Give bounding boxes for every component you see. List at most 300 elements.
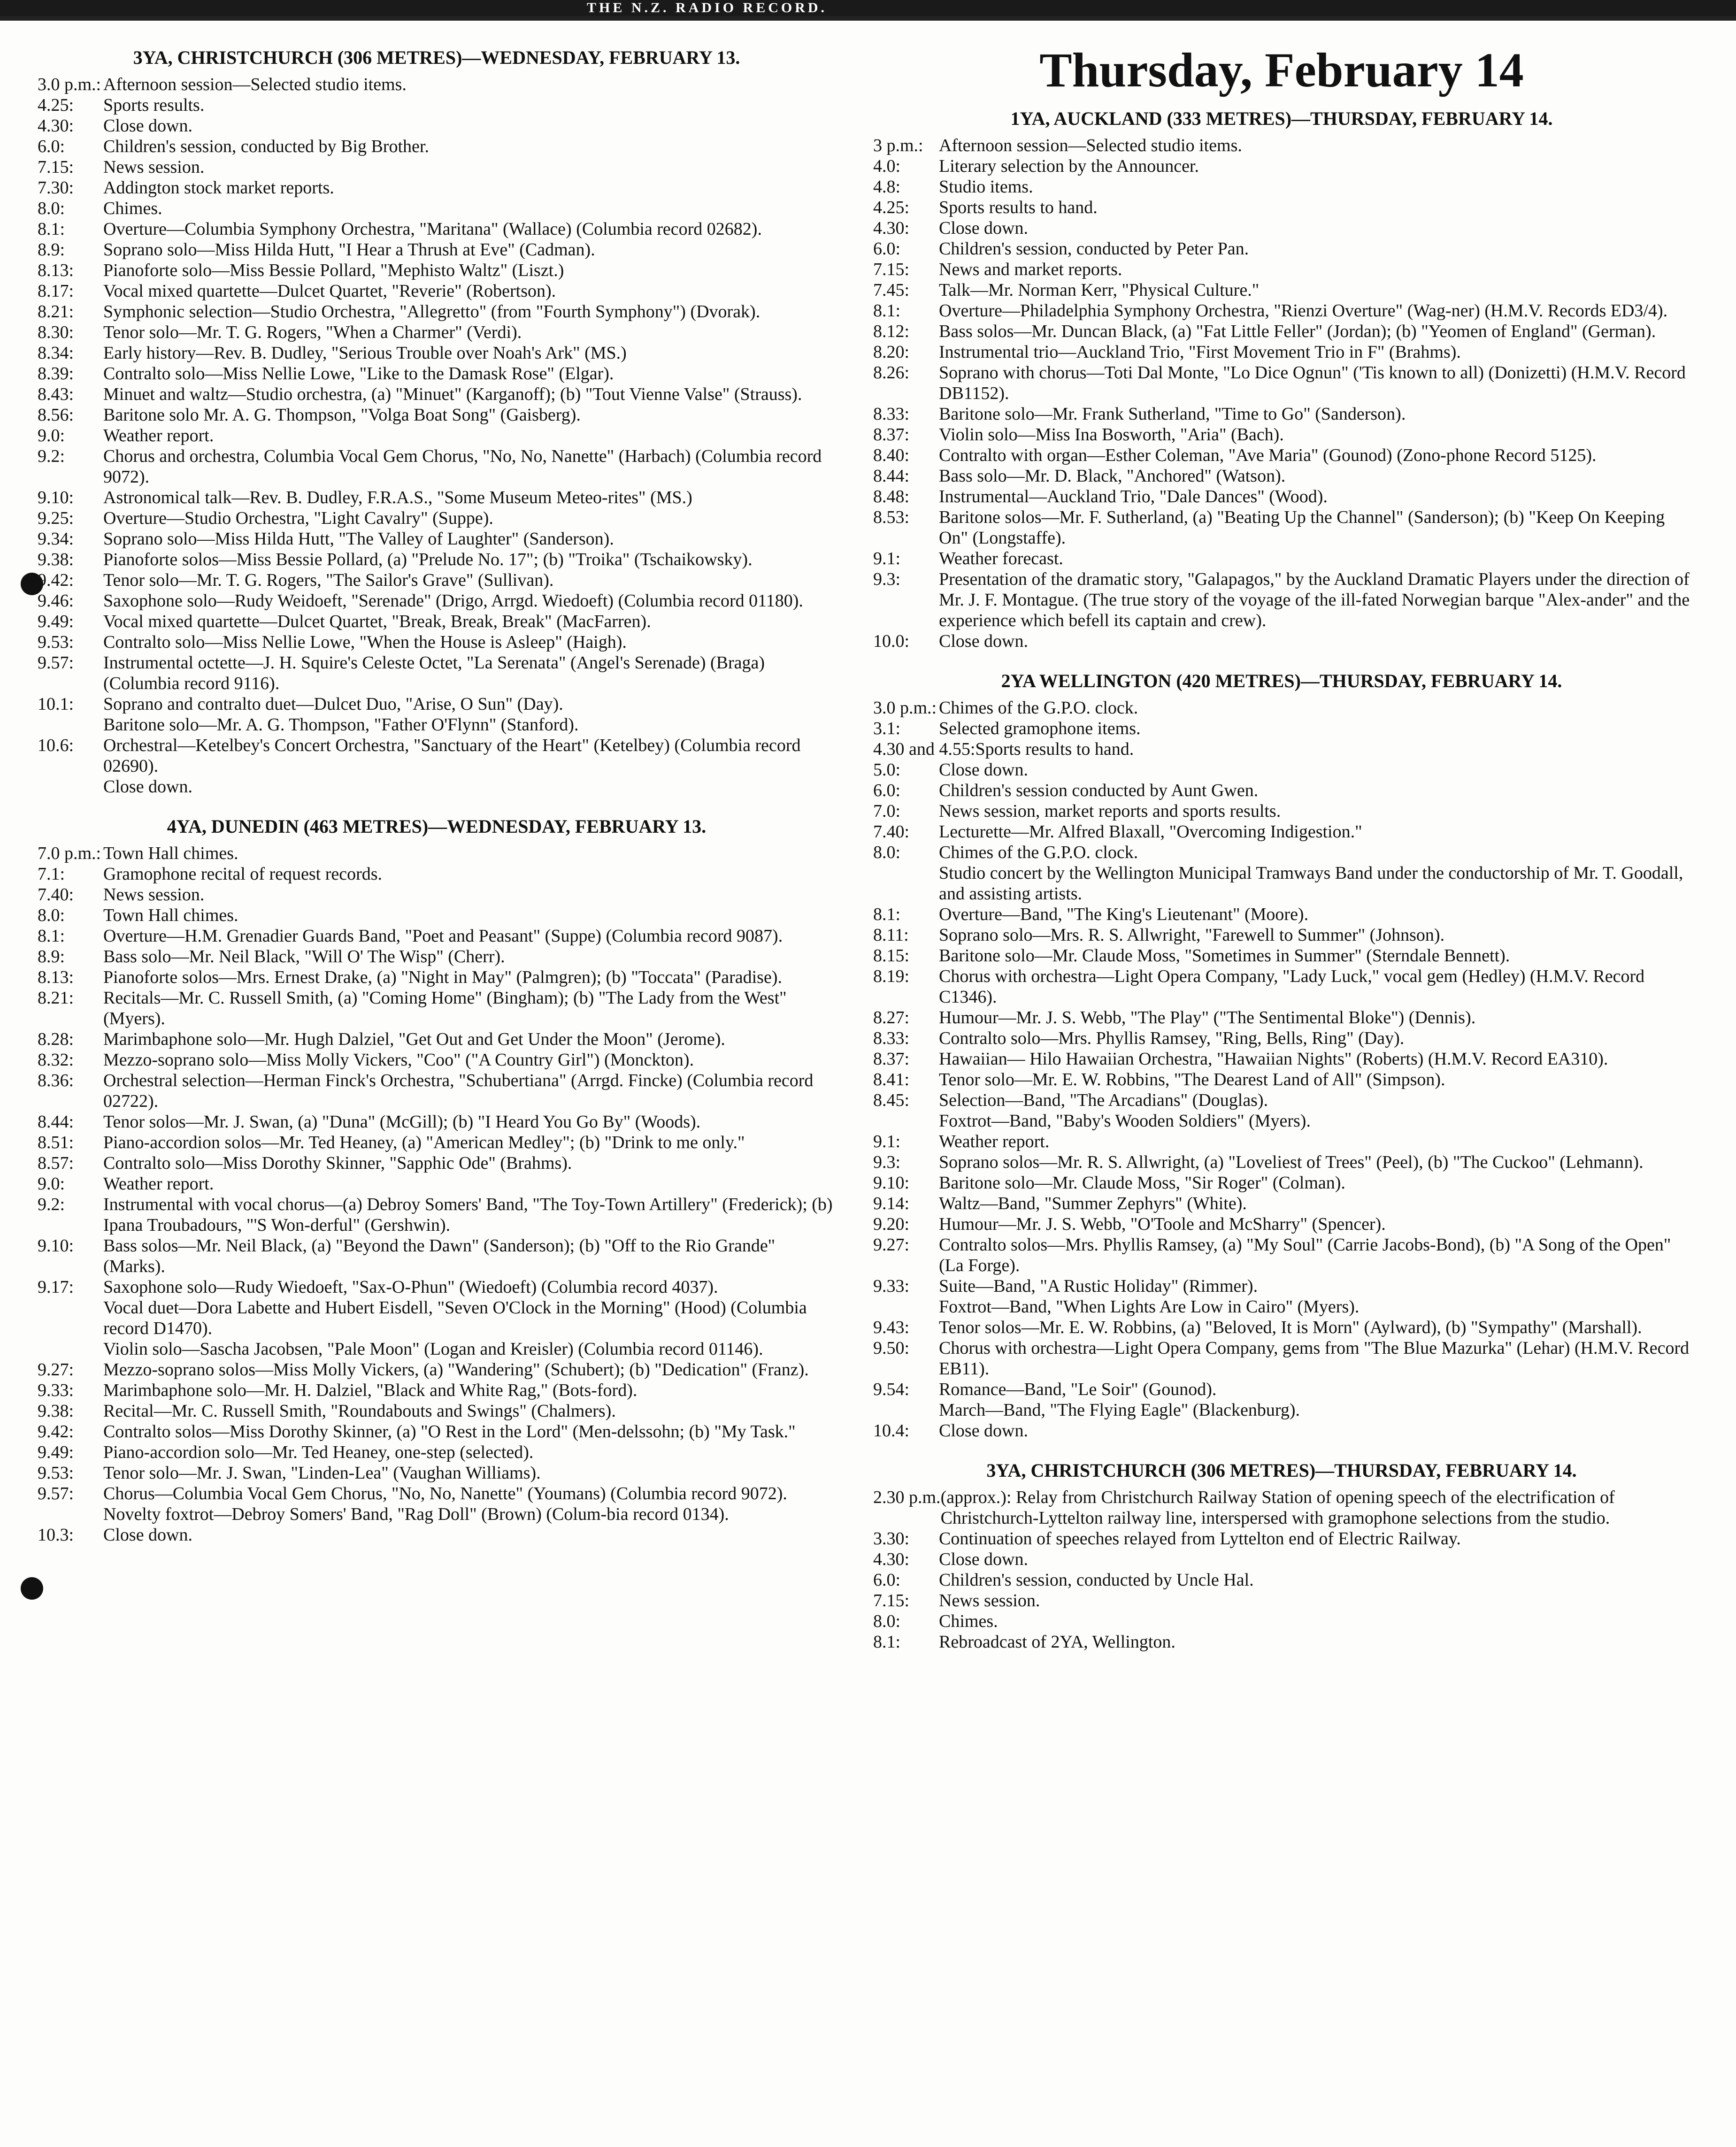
program-item <box>873 1420 1690 1441</box>
program-item <box>873 863 1690 904</box>
program-item <box>38 1401 836 1421</box>
program-item <box>38 590 836 611</box>
program-time: 4.30 and 4.55: <box>873 739 976 759</box>
program-text: Contralto solos—Miss Dorothy Skinner, (a) "O Rest in the Lord" (Men-delssohn; (b) "My Task." <box>103 1422 796 1442</box>
program-item <box>873 1400 1690 1420</box>
program-item <box>873 1487 1690 1528</box>
program-text: Children's session, conducted by Peter Pan. <box>939 239 1249 259</box>
program-text: Weather report. <box>103 1174 214 1194</box>
program-time: 8.1: <box>873 1632 901 1652</box>
masthead-rule <box>0 16 1736 21</box>
program-item <box>38 405 836 425</box>
program-time: 10.3: <box>38 1525 74 1545</box>
program-item <box>873 1549 1690 1570</box>
program-text: Marimbaphone solo—Mr. H. Dalziel, "Black and White Rag," (Bots-ford). <box>103 1380 638 1400</box>
program-time: 8.51: <box>38 1133 74 1152</box>
program-time: 8.53: <box>873 507 910 527</box>
program-text: Vocal mixed quartette—Dulcet Quartet, "Break, Break, Break" (MacFarren). <box>103 612 651 631</box>
program-text: Marimbaphone solo—Mr. Hugh Dalziel, "Get Out and Get Under the Moon" (Jerome). <box>103 1029 725 1049</box>
program-time: 4.25: <box>38 95 74 115</box>
program-text: Town Hall chimes. <box>103 905 238 925</box>
program-time: 7.40: <box>873 822 910 842</box>
program-text: Saxophone solo—Rudy Weidoeft, "Serenade" (Drigo, Arrgd. Wiedoeft) (Columbia record 01180). <box>103 591 803 611</box>
program-item <box>38 1463 836 1483</box>
program-time: 8.1: <box>873 905 901 924</box>
program-text: Afternoon session—Selected studio items. <box>939 136 1242 155</box>
program-item <box>38 1525 836 1545</box>
program-item <box>38 239 836 260</box>
program-item <box>38 1277 836 1297</box>
program-text: Continuation of speeches relayed from Lyttelton end of Electric Railway. <box>939 1529 1461 1549</box>
program-item <box>38 322 836 343</box>
program-item <box>38 570 836 590</box>
program-time: 8.13: <box>38 261 74 280</box>
program-time: 6.0: <box>38 137 65 156</box>
program-item <box>38 776 836 797</box>
program-time: 8.41: <box>873 1070 910 1089</box>
program-time: 8.1: <box>38 219 65 239</box>
program-text: Overture—Studio Orchestra, "Light Cavalry" (Suppe). <box>103 508 493 528</box>
program-time: 8.0: <box>38 199 65 218</box>
program-list <box>38 74 836 797</box>
program-time: 8.0: <box>38 905 65 925</box>
program-text: Sports results to hand. <box>939 198 1098 217</box>
program-time: 9.27: <box>873 1235 910 1255</box>
program-time: 9.14: <box>873 1194 910 1213</box>
program-item <box>873 1173 1690 1193</box>
program-item <box>873 1007 1690 1028</box>
program-time: 7.0: <box>873 801 901 821</box>
program-time: 10.4: <box>873 1421 910 1441</box>
program-time: 9.49: <box>38 1442 74 1462</box>
program-time: 10.1: <box>38 694 74 714</box>
program-time: 9.0: <box>38 426 65 445</box>
masthead-title: THE N.Z. RADIO RECORD. <box>587 0 828 15</box>
program-time: 9.42: <box>38 570 74 590</box>
right-column <box>873 38 1690 1652</box>
program-time <box>38 1504 103 1525</box>
program-text: Lecturette—Mr. Alfred Blaxall, "Overcoming Indigestion." <box>939 822 1362 842</box>
program-text: Foxtrot—Band, "When Lights Are Low in Cairo" (Myers). <box>939 1297 1360 1317</box>
program-item <box>38 905 836 926</box>
program-time: 5.0: <box>873 760 901 780</box>
program-time: 2.30 p.m. <box>873 1488 941 1507</box>
program-time: 7.30: <box>38 178 74 198</box>
program-text: Close down. <box>103 777 192 797</box>
program-item <box>873 445 1690 466</box>
program-time: 3.0 p.m.: <box>38 75 101 94</box>
program-text: Suite—Band, "A Rustic Holiday" (Rimmer). <box>939 1276 1258 1296</box>
program-item <box>873 1611 1690 1632</box>
program-text: Close down. <box>939 1549 1028 1569</box>
program-item <box>873 1276 1690 1296</box>
program-time: 8.9: <box>38 240 65 260</box>
program-item <box>38 301 836 322</box>
program-time: 8.56: <box>38 405 74 425</box>
program-time: 8.0: <box>873 843 901 862</box>
program-item <box>873 821 1690 842</box>
program-item <box>873 259 1690 280</box>
program-item <box>873 1317 1690 1338</box>
program-time: 8.17: <box>38 281 74 301</box>
program-item <box>38 446 836 487</box>
program-text: Waltz—Band, "Summer Zephyrs" (White). <box>939 1194 1247 1213</box>
program-time: 8.21: <box>38 988 74 1008</box>
program-text: Weather report. <box>939 1132 1050 1151</box>
day-title: Thursday, February 14 <box>1039 43 1524 97</box>
program-time: 8.21: <box>38 302 74 322</box>
program-item <box>873 548 1690 569</box>
program-time: 8.39: <box>38 364 74 383</box>
program-time: 8.12: <box>873 322 910 341</box>
program-item <box>873 1028 1690 1049</box>
program-time: 8.33: <box>873 1028 910 1048</box>
program-text: Weather report. <box>103 426 214 445</box>
program-text: Humour—Mr. J. S. Webb, "O'Toole and McSharry" (Spencer). <box>939 1214 1386 1234</box>
program-item <box>873 1379 1690 1400</box>
program-text: Pianoforte solo—Miss Bessie Pollard, "Mephisto Waltz" (Liszt.) <box>103 261 564 280</box>
program-item <box>38 177 836 198</box>
program-item <box>873 1111 1690 1131</box>
program-time: 8.43: <box>38 384 74 404</box>
program-text: Studio concert by the Wellington Municipal Tramways Band under the conductorship of Mr. T. Goodall, and assisting artists. <box>939 863 1683 904</box>
program-text: Children's session, conducted by Big Brother. <box>103 137 429 156</box>
program-text: Pianoforte solos—Mrs. Ernest Drake, (a) "Night in May" (Palmgren); (b) "Toccata" (Paradise). <box>103 967 782 987</box>
program-time: 7.15: <box>873 260 910 279</box>
program-text: Bass solo—Mr. D. Black, "Anchored" (Watson). <box>939 466 1286 486</box>
program-text: Saxophone solo—Rudy Wiedoeft, "Sax-O-Phun" (Wiedoeft) (Columbia record 4037). <box>103 1277 718 1297</box>
program-item <box>873 321 1690 342</box>
program-text: Chorus with orchestra—Light Opera Company, "Lady Luck," vocal gem (Hedley) (H.M.V. Record C1346). <box>939 966 1645 1007</box>
program-item <box>873 404 1690 424</box>
program-time <box>873 1400 939 1420</box>
program-item <box>38 1442 836 1463</box>
program-time: 8.26: <box>873 363 910 383</box>
program-text: Instrumental—Auckland Trio, "Dale Dances" (Wood). <box>939 487 1328 506</box>
program-time: 8.13: <box>38 967 74 987</box>
program-time: 9.54: <box>873 1380 910 1399</box>
program-item <box>38 1339 836 1359</box>
program-time: 9.57: <box>38 653 74 673</box>
program-text: (approx.): Relay from Christchurch Railway Station of opening speech of the electrification of Christchurch-Lyttelton railway line, interspersed with gramophone selections from the studio. <box>940 1488 1615 1528</box>
program-text: Baritone solos—Mr. F. Sutherland, (a) "Beating Up the Channel" (Sanderson); (b) "Keep On Keeping On" (Longstaffe). <box>939 507 1665 548</box>
program-time: 9.17: <box>38 1277 74 1297</box>
program-time: 8.48: <box>873 487 910 506</box>
program-item <box>38 136 836 157</box>
program-time: 9.46: <box>38 591 74 611</box>
program-item <box>38 735 836 776</box>
program-text: Recitals—Mr. C. Russell Smith, (a) "Coming Home" (Bingham); (b) "The Lady from the West" (Myers). <box>103 988 787 1028</box>
program-item <box>873 1632 1690 1652</box>
program-time: 8.57: <box>38 1153 74 1173</box>
program-text: Romance—Band, "Le Soir" (Gounod). <box>939 1380 1217 1399</box>
program-item <box>38 260 836 281</box>
program-text: Chorus with orchestra—Light Opera Company, gems from "The Blue Mazurka" (Lehar) (H.M.V. Record EB11). <box>939 1338 1690 1379</box>
program-time: 8.30: <box>38 322 74 342</box>
program-time: 8.34: <box>38 343 74 363</box>
program-item <box>38 508 836 529</box>
program-time: 9.43: <box>873 1318 910 1337</box>
program-text: Pianoforte solos—Miss Bessie Pollard, (a) "Prelude No. 17"; (b) "Troika" (Tschaikowsky). <box>103 550 753 569</box>
program-text: Tenor solo—Mr. T. G. Rogers, "When a Charmer" (Verdi). <box>103 322 522 342</box>
program-time: 4.30: <box>873 1549 910 1569</box>
program-text: Foxtrot—Band, "Baby's Wooden Soldiers" (Myers). <box>939 1111 1311 1131</box>
program-text: Chimes. <box>103 199 162 218</box>
program-text: Contralto with organ—Esther Coleman, "Ave Maria" (Gounod) (Zono-phone Record 5125). <box>939 445 1597 465</box>
program-text: Orchestral—Ketelbey's Concert Orchestra, "Sanctuary of the Heart" (Ketelbey) (Columbia record 02690). <box>103 736 801 776</box>
program-time: 9.3: <box>873 569 901 589</box>
program-text: Talk—Mr. Norman Kerr, "Physical Culture." <box>939 280 1260 300</box>
program-item <box>873 945 1690 966</box>
program-item <box>38 115 836 136</box>
program-time: 10.6: <box>38 736 74 755</box>
program-time: 4.8: <box>873 177 901 197</box>
program-time: 7.0 p.m.: <box>38 843 101 863</box>
program-item <box>873 631 1690 652</box>
program-text: Sports results. <box>103 95 205 115</box>
program-item <box>38 95 836 115</box>
program-item <box>873 280 1690 300</box>
program-text: Tenor solos—Mr. E. W. Robbins, (a) "Beloved, It is Morn" (Aylward), (b) "Sympathy" (Marshall). <box>939 1318 1642 1337</box>
program-item <box>873 759 1690 780</box>
program-text: Baritone solo—Mr. Claude Moss, "Sometimes in Summer" (Sterndale Bennett). <box>939 946 1510 966</box>
program-item <box>873 238 1690 259</box>
program-time: 8.9: <box>38 947 65 966</box>
program-time: 8.33: <box>873 404 910 424</box>
program-time: 4.30: <box>873 218 910 238</box>
program-time: 9.2: <box>38 1195 65 1214</box>
program-list <box>873 698 1690 1441</box>
section-heading: 2YA WELLINGTON (420 METRES)—THURSDAY, FEBRUARY 14. <box>1001 670 1562 691</box>
program-text: Close down. <box>939 760 1028 780</box>
program-text: Studio items. <box>939 177 1033 197</box>
program-time: 9.33: <box>873 1276 910 1296</box>
program-time: 9.10: <box>873 1173 910 1193</box>
program-item <box>873 966 1690 1007</box>
program-text: Children's session conducted by Aunt Gwen. <box>939 781 1259 800</box>
program-text: Minuet and waltz—Studio orchestra, (a) "Minuet" (Karganoff); (b) "Tout Vienne Valse" (Strauss). <box>103 384 802 404</box>
program-item <box>38 487 836 508</box>
program-text: Gramophone recital of request records. <box>103 864 383 884</box>
program-item <box>873 218 1690 238</box>
program-time: 9.3: <box>873 1152 901 1172</box>
program-text: Overture—Columbia Symphony Orchestra, "Maritana" (Wallace) (Columbia record 02682). <box>103 219 762 239</box>
program-item <box>873 135 1690 156</box>
program-item <box>38 1235 836 1277</box>
program-text: Soprano and contralto duet—Dulcet Duo, "Arise, O Sun" (Day). <box>103 694 563 714</box>
program-time: 8.37: <box>873 1049 910 1069</box>
program-text: Contralto solo—Miss Dorothy Skinner, "Sapphic Ode" (Brahms). <box>103 1153 572 1173</box>
program-time: 9.50: <box>873 1338 910 1358</box>
program-time: 8.15: <box>873 946 910 966</box>
program-item <box>873 507 1690 548</box>
program-text: Recital—Mr. C. Russell Smith, "Roundabouts and Swings" (Chalmers). <box>103 1401 616 1421</box>
program-item <box>873 1069 1690 1090</box>
program-item <box>873 780 1690 801</box>
program-item <box>873 1152 1690 1173</box>
program-item <box>873 739 1690 759</box>
program-text: Vocal duet—Dora Labette and Hubert Eisdell, "Seven O'Clock in the Morning" (Hood) (Columbia record D1470). <box>103 1298 807 1338</box>
program-text: Close down. <box>939 1421 1028 1441</box>
program-text: Mezzo-soprano solos—Miss Molly Vickers, (a) "Wandering" (Schubert); (b) "Dedication" (Franz). <box>103 1360 809 1380</box>
program-text: Close down. <box>939 218 1028 238</box>
program-text: Hawaiian— Hilo Hawaiian Orchestra, "Hawaiian Nights" (Roberts) (H.M.V. Record EA310). <box>939 1049 1608 1069</box>
program-time: 7.1: <box>38 864 65 884</box>
program-item <box>873 1049 1690 1069</box>
program-text: Chimes of the G.P.O. clock. <box>939 698 1138 718</box>
program-item <box>873 1338 1690 1379</box>
program-time: 9.1: <box>873 549 901 568</box>
program-time: 8.0: <box>873 1611 901 1631</box>
program-text: News session. <box>103 885 205 905</box>
program-text: Chimes. <box>939 1611 998 1631</box>
program-text: Sports results to hand. <box>975 739 1134 759</box>
program-item <box>873 1131 1690 1152</box>
program-item <box>873 1193 1690 1214</box>
program-item <box>38 1173 836 1194</box>
program-item <box>38 1132 836 1153</box>
program-text: Bass solos—Mr. Duncan Black, (a) "Fat Little Feller" (Jordan); (b) "Yeomen of England" (German). <box>939 322 1656 341</box>
program-text: Presentation of the dramatic story, "Galapagos," by the Auckland Dramatic Players under the direction of Mr. J. F. Montague. (The true story of the voyage of the ill-fated Norwegian barque "Alex-ander" and the experience which befell its captain and crew). <box>939 569 1690 630</box>
program-time: 7.15: <box>38 157 74 177</box>
program-text: Afternoon session—Selected studio items. <box>103 75 407 94</box>
program-item <box>38 714 836 735</box>
program-time: 8.28: <box>38 1029 74 1049</box>
program-time: 9.27: <box>38 1360 74 1380</box>
program-time: 9.34: <box>38 529 74 549</box>
program-text: Addington stock market reports. <box>103 178 334 198</box>
masthead-bar <box>0 0 1736 16</box>
program-time: 9.53: <box>38 1463 74 1483</box>
program-time: 9.2: <box>38 446 65 466</box>
program-item <box>38 1380 836 1401</box>
program-time: 9.0: <box>38 1174 65 1194</box>
section-heading: 4YA, DUNEDIN (463 METRES)—WEDNESDAY, FEBRUARY 13. <box>167 816 707 837</box>
program-item <box>873 698 1690 718</box>
program-text: Piano-accordion solos—Mr. Ted Heaney, (a) "American Medley"; (b) "Drink to me only." <box>103 1133 745 1152</box>
program-item <box>873 904 1690 925</box>
program-item <box>873 486 1690 507</box>
program-time: 3.30: <box>873 1529 910 1549</box>
program-item <box>873 1090 1690 1111</box>
program-text: Close down. <box>103 1525 192 1545</box>
program-time: 8.27: <box>873 1008 910 1027</box>
program-item <box>38 1297 836 1339</box>
program-text: Tenor solos—Mr. J. Swan, (a) "Duna" (McGill); (b) "I Heard You Go By" (Woods). <box>103 1112 701 1132</box>
program-text: Contralto solo—Mrs. Phyllis Ramsey, "Ring, Bells, Ring" (Day). <box>939 1028 1405 1048</box>
program-item <box>38 967 836 988</box>
program-item <box>873 925 1690 945</box>
program-item <box>873 176 1690 197</box>
program-text: Mezzo-soprano solo—Miss Molly Vickers, "Coo" ("A Country Girl") (Monckton). <box>103 1050 694 1070</box>
program-time <box>38 1339 103 1359</box>
program-item <box>38 632 836 652</box>
program-text: Symphonic selection—Studio Orchestra, "Allegretto" (from "Fourth Symphony") (Dvorak). <box>103 302 760 322</box>
program-text: March—Band, "The Flying Eagle" (Blackenburg). <box>939 1400 1300 1420</box>
program-text: Vocal mixed quartette—Dulcet Quartet, "Reverie" (Robertson). <box>103 281 556 301</box>
program-text: Close down. <box>939 631 1028 651</box>
program-item <box>38 363 836 384</box>
program-text: Baritone solo—Mr. Claude Moss, "Sir Roger" (Colman). <box>939 1173 1345 1193</box>
program-text: Novelty foxtrot—Debroy Somers' Band, "Rag Doll" (Brown) (Colum-bia record 0134). <box>103 1504 729 1524</box>
program-time: 7.15: <box>873 1591 910 1610</box>
program-item <box>38 946 836 967</box>
program-text: Humour—Mr. J. S. Webb, "The Play" ("The Sentimental Bloke") (Dennis). <box>939 1008 1476 1027</box>
program-text: Tenor solo—Mr. T. G. Rogers, "The Sailor's Grave" (Sullivan). <box>103 570 554 590</box>
program-time: 3 p.m.: <box>873 136 923 155</box>
program-item <box>38 1050 836 1070</box>
program-text: Chorus and orchestra, Columbia Vocal Gem Chorus, "No, No, Nanette" (Harbach) (Columbia record 9072). <box>103 446 822 487</box>
program-time: 10.0: <box>873 631 910 651</box>
program-item <box>873 1528 1690 1549</box>
program-time: 6.0: <box>873 239 901 259</box>
program-text: Town Hall chimes. <box>103 843 238 863</box>
program-item <box>38 343 836 363</box>
program-text: Chimes of the G.P.O. clock. <box>939 843 1138 862</box>
program-list <box>873 135 1690 652</box>
program-text: Soprano solo—Miss Hilda Hutt, "I Hear a Thrush at Eve" (Cadman). <box>103 240 595 260</box>
program-text: Tenor solo—Mr. J. Swan, "Linden-Lea" (Vaughan Williams). <box>103 1463 541 1483</box>
program-time: 9.49: <box>38 612 74 631</box>
program-time: 8.19: <box>873 966 910 986</box>
program-text: News session. <box>939 1591 1040 1610</box>
program-time: 4.30: <box>38 116 74 136</box>
program-text: Rebroadcast of 2YA, Wellington. <box>939 1632 1175 1652</box>
program-item <box>873 1235 1690 1276</box>
program-item <box>38 611 836 632</box>
program-text: Astronomical talk—Rev. B. Dudley, F.R.A.S., "Some Museum Meteo-rites" (MS.) <box>103 488 692 507</box>
section-heading: 3YA, CHRISTCHURCH (306 METRES)—THURSDAY, FEBRUARY 14. <box>986 1460 1577 1481</box>
program-time: 9.10: <box>38 488 74 507</box>
program-text: Chorus—Columbia Vocal Gem Chorus, "No, No, Nanette" (Youmans) (Columbia record 9072). <box>103 1484 787 1503</box>
program-item <box>38 1112 836 1132</box>
program-time <box>873 1296 939 1317</box>
program-time: 3.0 p.m.: <box>873 698 937 718</box>
program-text: Early history—Rev. B. Dudley, "Serious Trouble over Noah's Ark" (MS.) <box>103 343 627 363</box>
program-item <box>38 884 836 905</box>
program-item <box>38 1029 836 1050</box>
program-item <box>38 529 836 549</box>
program-text: Piano-accordion solo—Mr. Ted Heaney, one-step (selected). <box>103 1442 534 1462</box>
program-text: Soprano solo—Mrs. R. S. Allwright, "Farewell to Summer" (Johnson). <box>939 925 1445 945</box>
program-item <box>38 74 836 95</box>
program-text: Soprano solo—Miss Hilda Hutt, "The Valley of Laughter" (Sanderson). <box>103 529 614 549</box>
program-time <box>38 714 103 735</box>
program-time: 9.25: <box>38 508 74 528</box>
program-time: 8.1: <box>873 301 901 321</box>
program-time: 7.40: <box>38 885 74 905</box>
program-text: Baritone solo Mr. A. G. Thompson, "Volga Boat Song" (Gaisberg). <box>103 405 581 425</box>
program-time: 9.33: <box>38 1380 74 1400</box>
program-time <box>38 776 103 797</box>
program-item <box>38 425 836 446</box>
program-text: Weather forecast. <box>939 549 1063 568</box>
left-column <box>38 47 836 1545</box>
program-item <box>38 549 836 570</box>
program-item <box>38 384 836 405</box>
program-time: 9.1: <box>873 1132 901 1151</box>
program-time: 9.38: <box>38 1401 74 1421</box>
program-time: 4.0: <box>873 156 901 176</box>
program-item <box>38 926 836 946</box>
program-item <box>873 569 1690 631</box>
program-item <box>38 281 836 301</box>
program-text: Bass solos—Mr. Neil Black, (a) "Beyond the Dawn" (Sanderson); (b) "Off to the Rio Grande" (Marks). <box>103 1236 776 1276</box>
program-item <box>873 342 1690 362</box>
program-item <box>873 1214 1690 1235</box>
program-item <box>38 1504 836 1525</box>
program-text: Bass solo—Mr. Neil Black, "Will O' The Wisp" (Cherr). <box>103 947 505 966</box>
